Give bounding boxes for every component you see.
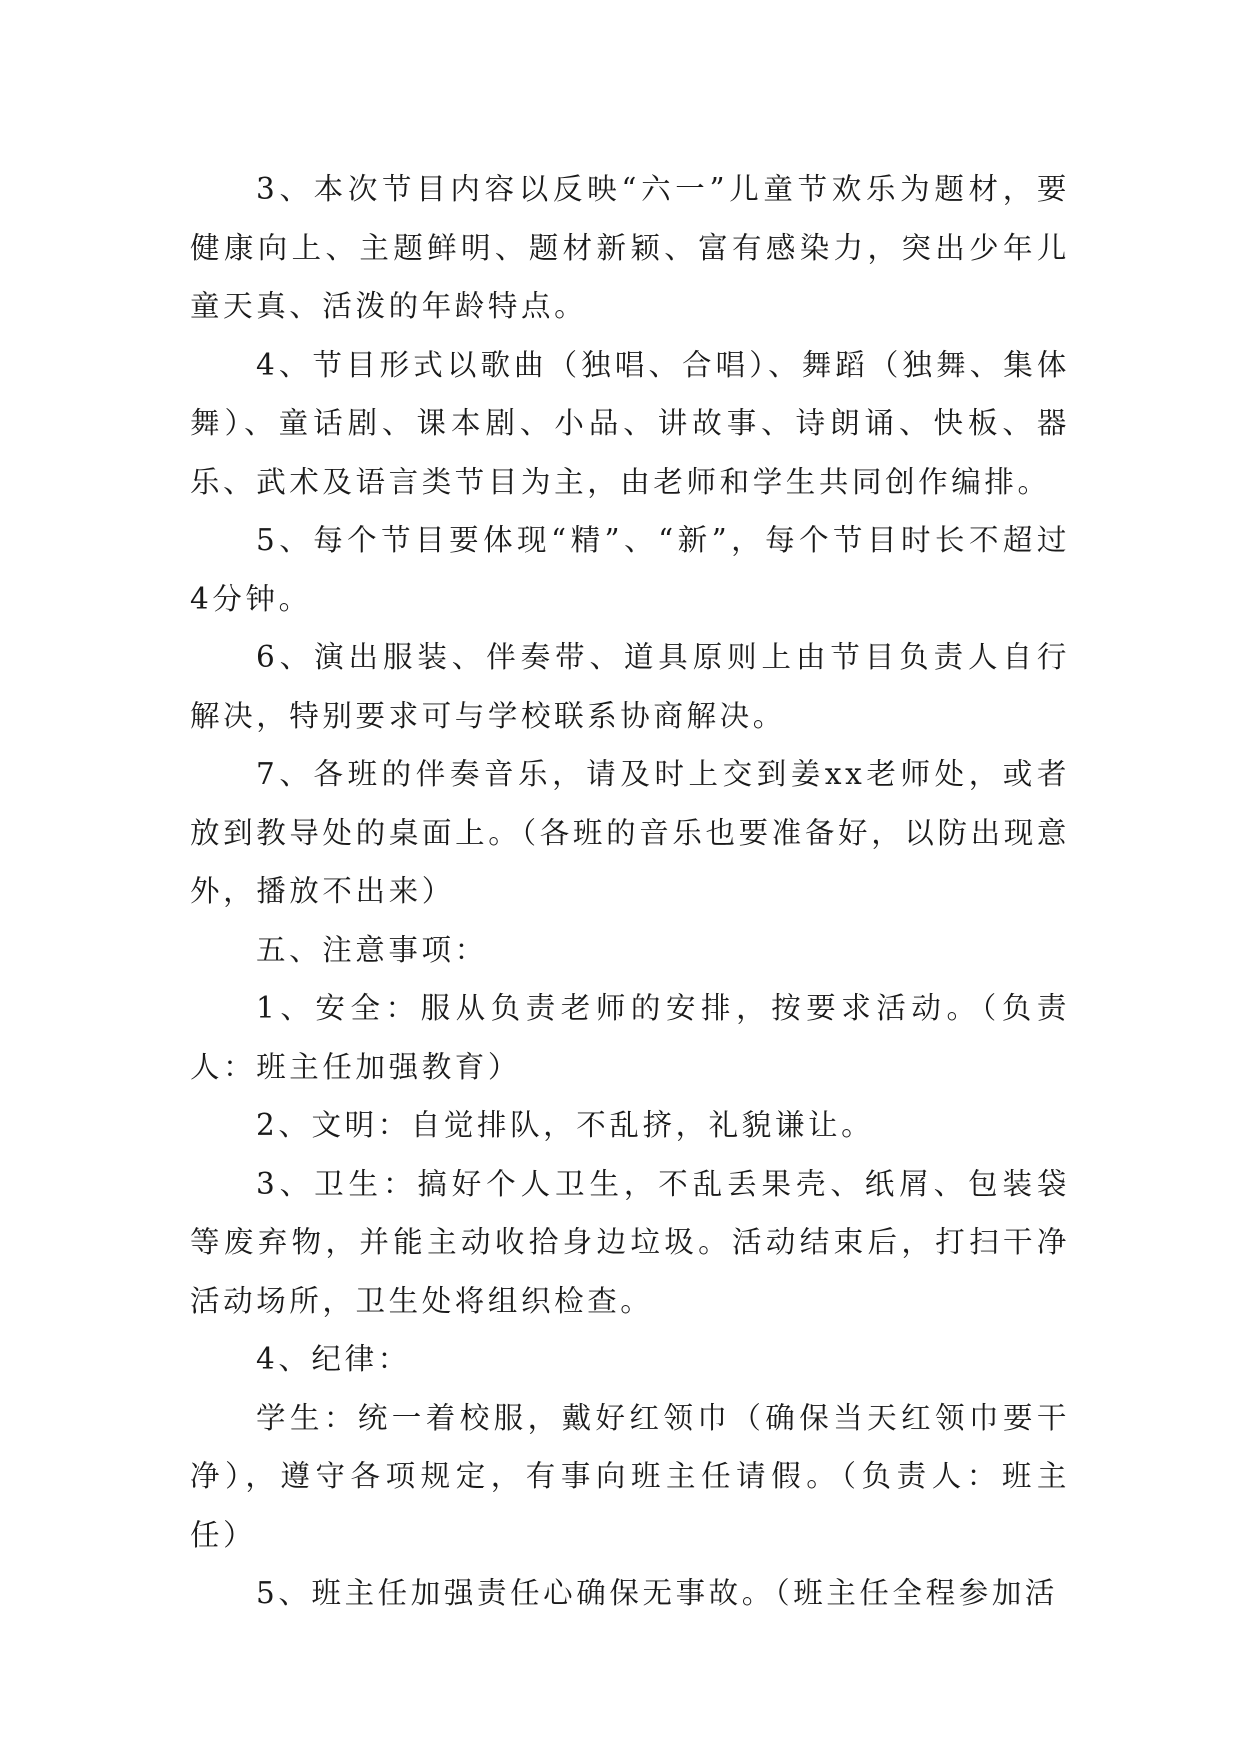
paragraph-teachers: 5、班主任加强责任心确保无事故。（班主任全程参加活 [256, 1576, 1059, 1610]
document-body [190, 160, 1070, 1623]
paragraph-item-4: 4、节目形式以歌曲（独唱、合唱）、舞蹈（独舞、集体舞）、童话剧、课本剧、小品、讲故事、诗朗诵、快板、器乐、武术及语言类节目为主，由老师和学生共同创作编排。 [190, 347, 1070, 499]
paragraph-discipline: 4、纪律： [256, 1342, 411, 1376]
paragraph-item-3: 3、本次节目内容以反映“六一”儿童节欢乐为题材，要健康向上、主题鲜明、题材新颖、富有感染力，突出少年儿童天真、活泼的年龄特点。 [190, 172, 1070, 323]
paragraph-civility: 2、文明：自觉排队，不乱挤，礼貌谦让。 [256, 1108, 875, 1142]
paragraph-hygiene: 3、卫生：搞好个人卫生，不乱丢果壳、纸屑、包装袋等废弃物，并能主动收拾身边垃圾。活动结束后，打扫干净活动场所，卫生处将组织检查。 [190, 1166, 1070, 1318]
paragraph-safety: 1、安全：服从负责老师的安排，按要求活动。（负责人：班主任加强教育） [190, 991, 1070, 1084]
paragraph-item-5: 5、每个节目要体现“精”、“新”，每个节目时长不超过4分钟。 [190, 523, 1070, 616]
paragraph-item-7: 7、各班的伴奏音乐，请及时上交到姜xx老师处，或者放到教导处的桌面上。（各班的音乐也要准备好，以防出现意外，播放不出来） [190, 757, 1070, 908]
paragraph-item-6: 6、演出服装、伴奏带、道具原则上由节目负责人自行解决，特别要求可与学校联系协商解决。 [190, 640, 1070, 733]
paragraph-students: 学生：统一着校服，戴好红领巾（确保当天红领巾要干净），遵守各项规定，有事向班主任请假。（负责人：班主任） [190, 1400, 1070, 1552]
section-heading-notes: 五、注意事项： [256, 932, 488, 967]
